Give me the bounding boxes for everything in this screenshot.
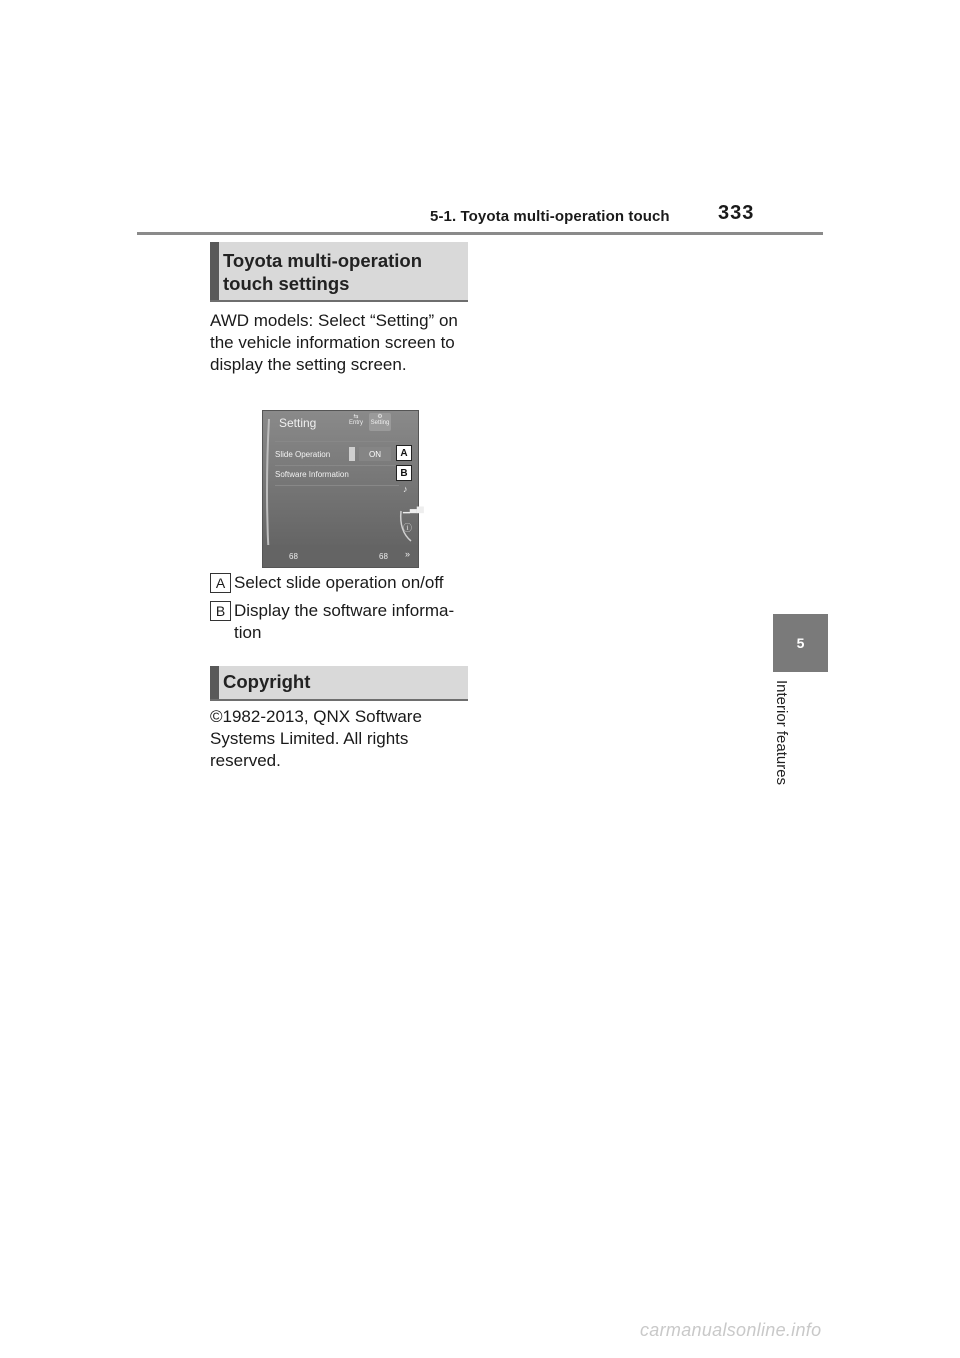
legend-text: Select slide operation on/off bbox=[234, 573, 444, 592]
callout-a: A bbox=[396, 445, 412, 461]
entry-tab-icon: ⇆ Entry bbox=[348, 414, 363, 426]
legend-item-b bbox=[210, 600, 472, 646]
copyright-paragraph: ©1982-2013, QNX Software Systems Limited. All rights reserved. bbox=[210, 707, 422, 770]
heading-text: Toyota multi-operation touch settings bbox=[223, 250, 423, 294]
climate-bar bbox=[263, 545, 418, 567]
watermark: carmanualsonline.info bbox=[640, 1320, 822, 1340]
legend-item-a bbox=[210, 572, 472, 596]
chapter-label-text: Interior features bbox=[773, 680, 790, 786]
music-note-icon: ♪ bbox=[403, 484, 408, 494]
section-title: 5-1. Toyota multi-operation touch bbox=[430, 208, 670, 225]
screen-title: Setting bbox=[279, 416, 317, 430]
setting-tab-icon: ⚙ Setting bbox=[369, 413, 391, 431]
heading-text: Copyright bbox=[223, 671, 311, 692]
section-heading-copyright bbox=[210, 666, 468, 701]
body-paragraph: AWD models: Select “Setting” on the vehicle information screen to display the setting screen. bbox=[210, 311, 458, 374]
header-divider bbox=[137, 232, 823, 235]
slide-operation-slider bbox=[349, 447, 355, 461]
heading-accent-bar bbox=[210, 666, 219, 699]
chapter-tab: 5 bbox=[773, 614, 828, 672]
callout-b: B bbox=[396, 465, 412, 481]
software-info-label: Software Information bbox=[275, 470, 349, 479]
equalizer-icon: ▁▃▅ bbox=[403, 503, 424, 513]
legend-key: B bbox=[210, 601, 231, 621]
chapter-label bbox=[770, 680, 790, 810]
setting-tab-label: Setting bbox=[370, 420, 390, 426]
screen-divider bbox=[275, 485, 399, 486]
screen-divider bbox=[275, 465, 399, 466]
entry-tab-label: Entry bbox=[348, 420, 363, 426]
slide-operation-label: Slide Operation bbox=[275, 450, 331, 459]
temp-left: 68 bbox=[289, 552, 298, 561]
screen-divider bbox=[275, 441, 399, 442]
info-icon: ⓘ bbox=[403, 523, 413, 533]
heading-accent-bar bbox=[210, 242, 219, 300]
slide-operation-value: ON bbox=[359, 447, 391, 461]
temp-right: 68 bbox=[379, 552, 388, 561]
page-number: 333 bbox=[718, 202, 755, 224]
legend-key: A bbox=[210, 573, 231, 593]
screen-background bbox=[263, 411, 418, 567]
setting-screen-image bbox=[262, 410, 424, 568]
more-chevron-icon: » bbox=[405, 549, 411, 559]
legend-text: Display the software informa-tion bbox=[234, 601, 455, 642]
section-heading-settings bbox=[210, 242, 468, 302]
